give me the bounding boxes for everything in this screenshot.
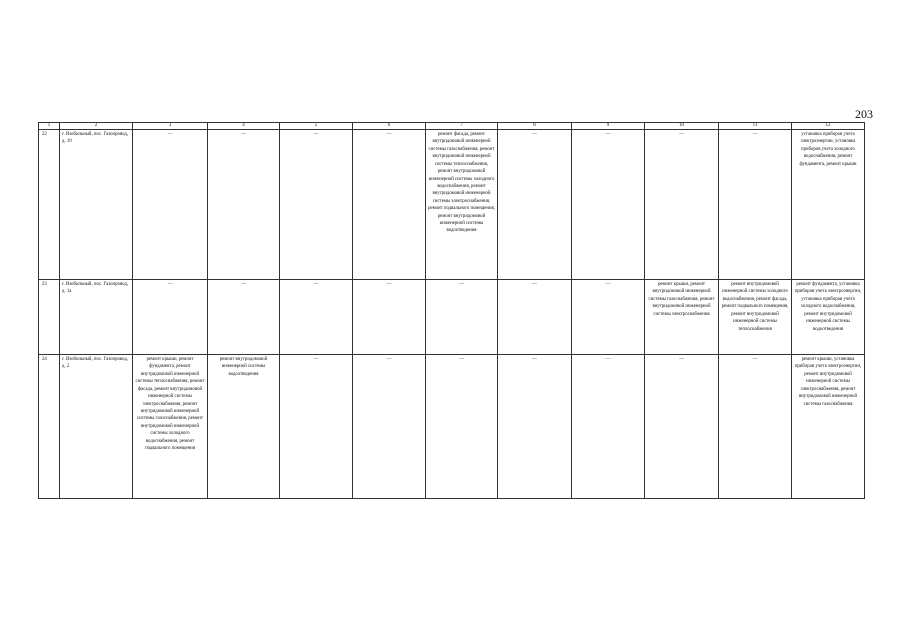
column-number: 12: [792, 123, 865, 130]
column-number: 11: [719, 123, 792, 130]
table-cell: —: [645, 130, 719, 280]
column-number: 5: [280, 123, 353, 130]
table-row: [39, 355, 865, 499]
table-cell: —: [208, 280, 280, 355]
table-cell: ремонт фундамента, установка приборов учета электроэнергии, установка приборов учета холодного водоснабжения, ремонт внутридомовой инженерной системы водоотведения: [792, 280, 865, 355]
table-cell: —: [133, 280, 208, 355]
row-address: г. Изобильный, пос. Газопровод, д. 19: [60, 130, 133, 280]
column-number: 4: [208, 123, 280, 130]
column-number: 6: [353, 123, 426, 130]
table-cell: —: [498, 280, 572, 355]
table-cell: —: [426, 280, 498, 355]
column-number: 7: [426, 123, 498, 130]
table-cell: ремонт внутридомовой инженерной системы холодного водоснабжения, ремонт фасада, ремонт подвального помещения, ремонт внутридомовой инженерной системы теплоснабжения: [719, 280, 792, 355]
column-number: 9: [572, 123, 645, 130]
table-cell: —: [572, 355, 645, 499]
table-cell: —: [353, 130, 426, 280]
table-cell: —: [280, 130, 353, 280]
table-cell: —: [498, 355, 572, 499]
table-cell: ремонт крыши, ремонт внутридомовой инженерной системы газоснабжения, ремонт внутридомовой инженерной системы электроснабжения: [645, 280, 719, 355]
table-cell: —: [353, 355, 426, 499]
table-cell: —: [498, 130, 572, 280]
column-number: 10: [645, 123, 719, 130]
table-cell: —: [133, 130, 208, 280]
table-cell: ремонт крыши, ремонт фундамента, ремонт внутридомовой инженерной системы теплоснабжения, ремонт фасада, ремонт внутридомовой инженерной системы электроснабжения, ремонт внутридомовой инженерной системы газоснабжения, ремонт внутридомовой инженерной системы холодного водоснабжения, ремонт подвального помещения: [133, 355, 208, 499]
table-cell: —: [572, 280, 645, 355]
table-cell: —: [426, 355, 498, 499]
table-cell: ремонт фасада, ремонт внутридомовой инженерной системы газоснабжения, ремонт внутридомовой инженерной системы теплоснабжения, ремонт внутридомовой инженерной системы холодного водоснабжения, ремонт внутридомовой инженерной системы электроснабжения, ремонт подвального помещения, ремонт внутридомовой инженерной системы водоотведения: [426, 130, 498, 280]
table-cell: —: [280, 280, 353, 355]
table-row: [39, 280, 865, 355]
table-cell: —: [572, 130, 645, 280]
column-numbers-row: [39, 123, 865, 130]
page-number: 203: [855, 107, 873, 121]
column-number: 1: [39, 123, 60, 130]
works-table: [38, 122, 865, 499]
row-number: 24: [39, 355, 60, 499]
column-number: 2: [60, 123, 133, 130]
table-cell: —: [645, 355, 719, 499]
table-cell: —: [353, 280, 426, 355]
table-cell: —: [280, 355, 353, 499]
table-cell: установка приборов учета электроэнергии, установка приборов учета холодного водоснабжения, ремонт фундамента, ремонт крыши: [792, 130, 865, 280]
column-number: 3: [133, 123, 208, 130]
row-number: 23: [39, 280, 60, 355]
table-cell: ремонт внутридомовой инженерной системы водоотведения: [208, 355, 280, 499]
table-cell: —: [208, 130, 280, 280]
row-number: 22: [39, 130, 60, 280]
table-cell: ремонт крыши, установка приборов учета электроэнергии, ремонт внутридомовой инженерной системы электроснабжения, ремонт внутридомовой инженерной системы газоснабжения: [792, 355, 865, 499]
table-cell: —: [719, 130, 792, 280]
table-cell: —: [719, 355, 792, 499]
column-number: 8: [498, 123, 572, 130]
row-address: г. Изобильный, пос. Газопровод, д. 1а: [60, 280, 133, 355]
table-row: [39, 130, 865, 280]
row-address: г. Изобильный, пос. Газопровод, д. 2: [60, 355, 133, 499]
